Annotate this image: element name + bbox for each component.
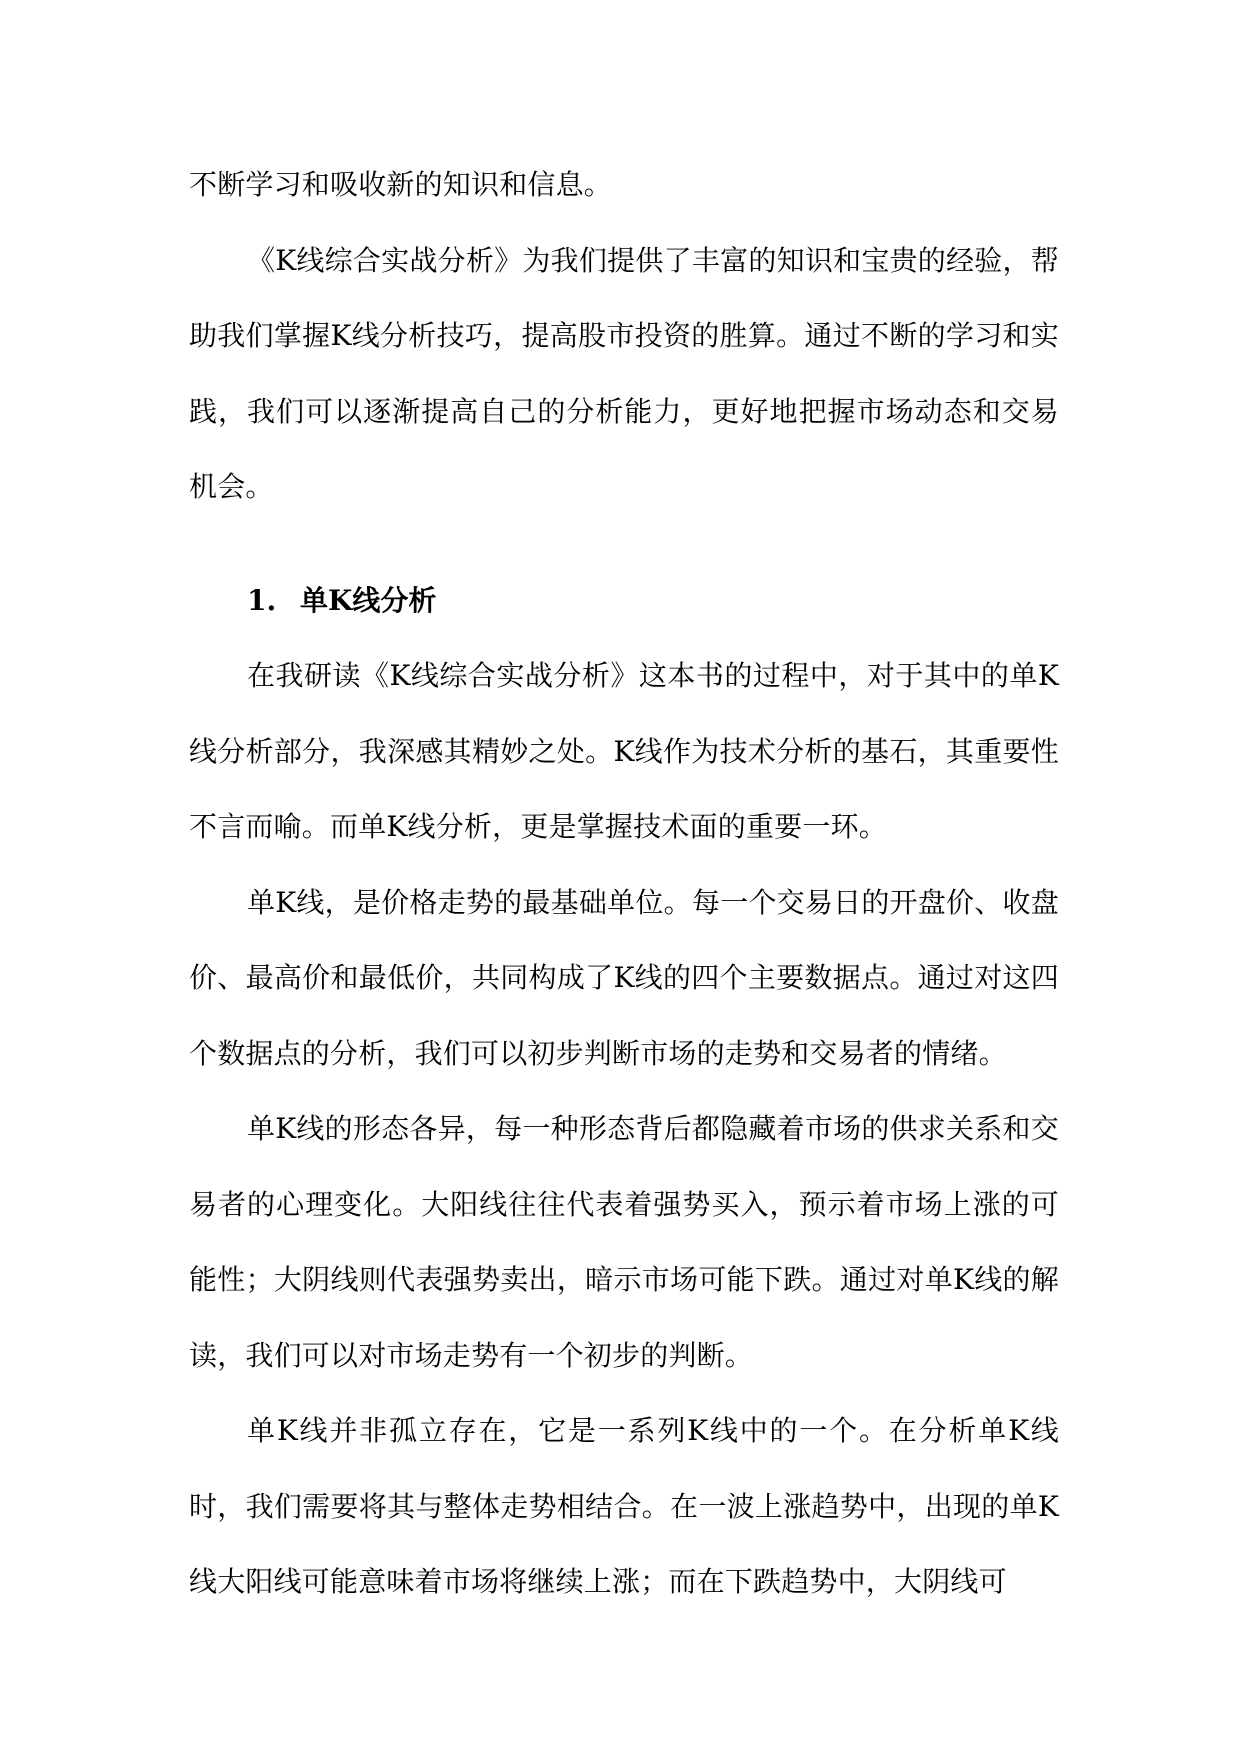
document-page (189, 147, 1059, 1620)
section-number: 1. (247, 583, 277, 617)
paragraph-intro-2: 《K线综合实战分析》为我们提供了丰富的知识和宝贵的经验，帮助我们掌握K线分析技巧，提高股市投资的胜算。通过不断的学习和实践，我们可以逐渐提高自己的分析能力，更好地把握市场动态和交易机会。 (189, 243, 1059, 503)
section-heading (189, 563, 1059, 639)
section-title: 单K线分析 (299, 583, 437, 617)
paragraph-section-2: 单K线，是价格走势的最基础单位。每一个交易日的开盘价、收盘价、最高价和最低价，共同构成了K线的四个主要数据点。通过对这四个数据点的分析，我们可以初步判断市场的走势和交易者的情绪。 (189, 885, 1059, 1070)
paragraph-section-3: 单K线的形态各异，每一种形态背后都隐藏着市场的供求关系和交易者的心理变化。大阳线往往代表着强势买入，预示着市场上涨的可能性；大阴线则代表强势卖出，暗示市场可能下跌。通过对单K线的解读，我们可以对市场走势有一个初步的判断。 (189, 1112, 1059, 1372)
paragraph-section-1: 在我研读《K线综合实战分析》这本书的过程中，对于其中的单K线分析部分，我深感其精妙之处。K线作为技术分析的基石，其重要性不言而喻。而单K线分析，更是掌握技术面的重要一环。 (189, 659, 1059, 843)
paragraph-intro-1: 不断学习和吸收新的知识和信息。 (189, 168, 613, 201)
paragraph-section-4: 单K线并非孤立存在，它是一系列K线中的一个。在分析单K线时，我们需要将其与整体走势相结合。在一波上涨趋势中，出现的单K线大阳线可能意味着市场将继续上涨；而在下跌趋势中，大阴线可 (189, 1414, 1059, 1598)
